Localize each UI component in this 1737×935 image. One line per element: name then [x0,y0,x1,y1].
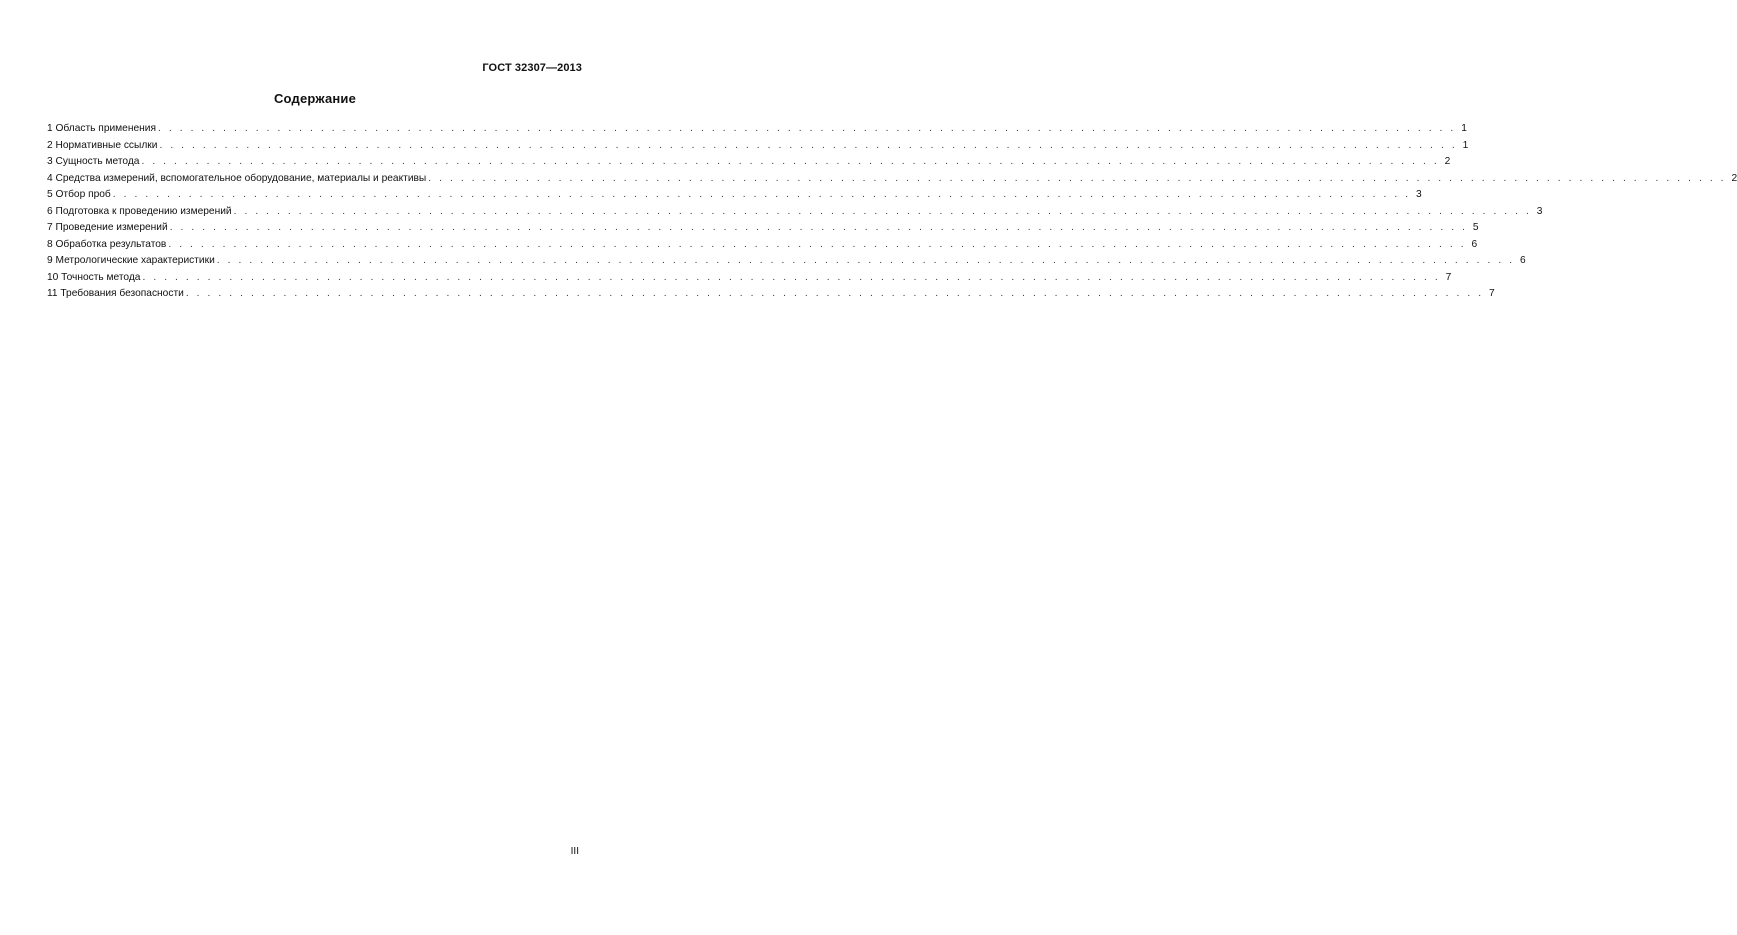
toc-entry-label: 6 Подготовка к проведению измерений [47,205,232,217]
toc-entry[interactable] [47,237,1478,254]
toc-entry-page: 3 [1536,205,1543,217]
table-of-contents [47,121,1737,303]
toc-entry[interactable] [47,171,1737,188]
toc-entry[interactable] [47,220,1479,237]
toc-dot-leader: . . . . . . . . . . . . . . . . . . . . . . . . . . . . . . . . . . . . . . . . . . . . . . . . . . . . . . . . . . . . . . . . . . . . . . . . . . . . . . . . . . . . . . . . . . . . . . . . . . . . . . . . . . . . . . . . . . . . . . . . [142,271,1441,283]
toc-entry-label: 4 Средства измерений, вспомогательное оборудование, материалы и реактивы [47,172,427,184]
toc-entry-page: 3 [1415,189,1422,200]
toc-entry-label: 7 Проведение измерений [47,222,168,233]
page-number: III [570,846,579,857]
toc-dot-leader: . . . . . . . . . . . . . . . . . . . . . . . . . . . . . . . . . . . . . . . . . . . . . . . . . . . . . . . . . . . . . . . . . . . . . . . . . . . . . . . . . . . . . . . . . . . . . . . . . . . . . . . . . . . . . . . . . . . . . . . . [157,123,1456,134]
toc-entry[interactable] [47,286,1495,303]
toc-entry-page: 7 [1445,271,1452,283]
toc-entry-label: 10 Точность метода [47,271,141,283]
toc-entry-page: 1 [1461,123,1467,134]
toc-entry-page: 7 [1489,288,1495,299]
toc-entry-label: 8 Обработка результатов [47,238,167,250]
toc-entry-page: 6 [1471,238,1478,250]
toc-entry-page: 2 [1444,156,1451,167]
toc-dot-leader: . . . . . . . . . . . . . . . . . . . . . . . . . . . . . . . . . . . . . . . . . . . . . . . . . . . . . . . . . . . . . . . . . . . . . . . . . . . . . . . . . . . . . . . . . . . . . . . . . . . . . . . . . . . . . . . . . . . . . . . . [185,288,1484,299]
toc-entry-label: 1 Область применения [47,123,156,134]
toc-entry-page: 2 [1731,172,1737,184]
toc-entry[interactable] [47,204,1543,221]
toc-entry-label: 5 Отбор проб [47,189,111,200]
toc-dot-leader: . . . . . . . . . . . . . . . . . . . . . . . . . . . . . . . . . . . . . . . . . . . . . . . . . . . . . . . . . . . . . . . . . . . . . . . . . . . . . . . . . . . . . . . . . . . . . . . . . . . . . . . . . . . . . . . . . . . . . . . . [233,205,1532,217]
toc-entry-label: 9 Метрологические характеристики [47,255,215,266]
toc-entry[interactable] [47,138,1469,155]
toc-dot-leader: . . . . . . . . . . . . . . . . . . . . . . . . . . . . . . . . . . . . . . . . . . . . . . . . . . . . . . . . . . . . . . . . . . . . . . . . . . . . . . . . . . . . . . . . . . . . . . . . . . . . . . . . . . . . . . . . . . . . . . . . [428,172,1727,184]
document-code: ГОСТ 32307—2013 [482,62,582,74]
toc-entry[interactable] [47,187,1422,204]
toc-entry-label: 2 Нормативные ссылки [47,139,158,151]
toc-entry[interactable] [47,154,1451,171]
toc-entry-page: 1 [1462,139,1469,151]
toc-dot-leader: . . . . . . . . . . . . . . . . . . . . . . . . . . . . . . . . . . . . . . . . . . . . . . . . . . . . . . . . . . . . . . . . . . . . . . . . . . . . . . . . . . . . . . . . . . . . . . . . . . . . . . . . . . . . . . . . . . . . . . . . [216,255,1515,266]
toc-entry[interactable] [47,270,1452,287]
toc-title: Содержание [273,91,357,106]
toc-entry-page: 6 [1519,255,1526,266]
toc-dot-leader: . . . . . . . . . . . . . . . . . . . . . . . . . . . . . . . . . . . . . . . . . . . . . . . . . . . . . . . . . . . . . . . . . . . . . . . . . . . . . . . . . . . . . . . . . . . . . . . . . . . . . . . . . . . . . . . . . . . . . . . . [169,222,1468,233]
toc-entry-label: 3 Сущность метода [47,156,140,167]
toc-entry[interactable] [47,253,1526,270]
toc-dot-leader: . . . . . . . . . . . . . . . . . . . . . . . . . . . . . . . . . . . . . . . . . . . . . . . . . . . . . . . . . . . . . . . . . . . . . . . . . . . . . . . . . . . . . . . . . . . . . . . . . . . . . . . . . . . . . . . . . . . . . . . . [159,139,1458,151]
toc-entry-label: 11 Требования безопасности [47,288,184,299]
toc-dot-leader: . . . . . . . . . . . . . . . . . . . . . . . . . . . . . . . . . . . . . . . . . . . . . . . . . . . . . . . . . . . . . . . . . . . . . . . . . . . . . . . . . . . . . . . . . . . . . . . . . . . . . . . . . . . . . . . . . . . . . . . . [112,189,1411,200]
toc-entry-page: 5 [1472,222,1479,233]
toc-entry[interactable] [47,121,1467,138]
toc-dot-leader: . . . . . . . . . . . . . . . . . . . . . . . . . . . . . . . . . . . . . . . . . . . . . . . . . . . . . . . . . . . . . . . . . . . . . . . . . . . . . . . . . . . . . . . . . . . . . . . . . . . . . . . . . . . . . . . . . . . . . . . . [141,156,1440,167]
toc-dot-leader: . . . . . . . . . . . . . . . . . . . . . . . . . . . . . . . . . . . . . . . . . . . . . . . . . . . . . . . . . . . . . . . . . . . . . . . . . . . . . . . . . . . . . . . . . . . . . . . . . . . . . . . . . . . . . . . . . . . . . . . . [168,238,1467,250]
